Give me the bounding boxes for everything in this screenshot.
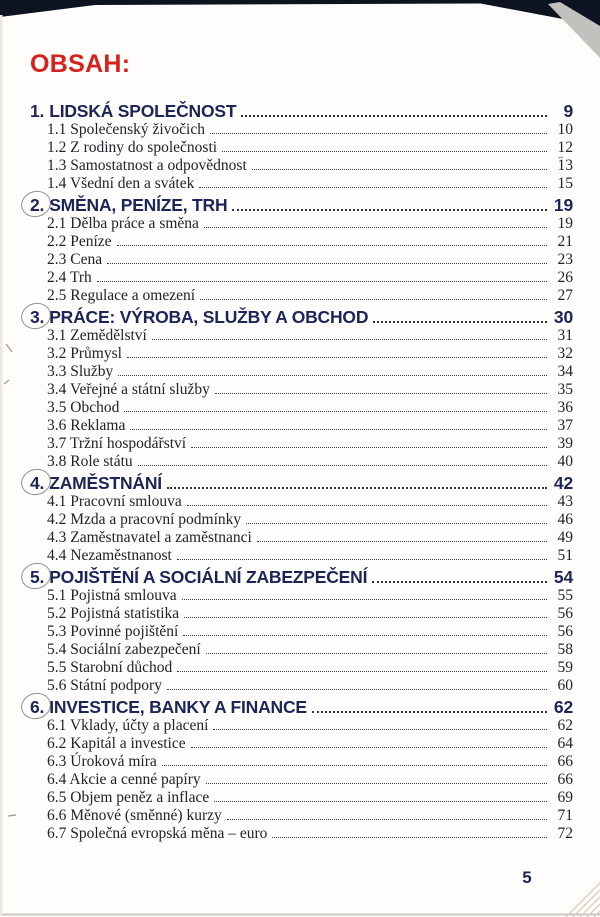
dot-leader: [127, 357, 547, 358]
item-page-ref: 66: [557, 771, 573, 788]
toc-item-row: [30, 807, 573, 825]
item-page-ref: 60: [557, 677, 573, 694]
toc-item-label: 3.8 Role státu: [47, 453, 133, 470]
dot-leader: [241, 115, 547, 117]
item-page-ref: 39: [557, 435, 573, 452]
toc-item-row: [30, 287, 573, 305]
item-page-ref: 46: [557, 511, 573, 528]
item-page-ref: 19: [557, 215, 573, 232]
dot-leader: [167, 689, 547, 690]
dot-leader: [213, 729, 547, 730]
dot-leader: [272, 837, 547, 838]
item-page-ref: 43: [557, 493, 573, 510]
dot-leader: [214, 801, 547, 802]
dot-leader: [184, 617, 547, 618]
toc-item-row: [30, 435, 573, 453]
dot-leader: [252, 169, 547, 170]
dot-leader: [167, 487, 547, 489]
toc-item-row: [30, 605, 573, 623]
dot-leader: [183, 635, 547, 636]
toc-item-label: 6.1 Vklady, účty a placení: [47, 717, 209, 734]
toc-item-label: 5.5 Starobní důchod: [47, 659, 173, 676]
chapter-page-ref: 19: [553, 195, 573, 215]
dot-leader: [162, 765, 547, 766]
toc-item-label: 5.3 Povinné pojištění: [47, 623, 179, 640]
toc-item-label: 3.1 Zemědělství: [47, 327, 147, 344]
chapter-number: 6.: [30, 697, 45, 717]
toc-item-row: [30, 547, 573, 565]
dot-leader: [107, 263, 547, 264]
chapter-number: 3.: [30, 307, 45, 327]
item-page-ref: 13: [557, 157, 573, 174]
item-page-ref: 34: [557, 363, 573, 380]
chapter-number-wrap: [30, 473, 49, 493]
toc-item-label: 1.3 Samostatnost a odpovědnost: [47, 157, 247, 174]
toc-item-row: [30, 233, 573, 251]
item-page-ref: 35: [557, 381, 573, 398]
chapter-number-wrap: [30, 567, 49, 587]
dot-leader: [210, 133, 547, 134]
item-page-ref: 26: [557, 269, 573, 286]
dot-leader: [117, 245, 547, 246]
toc-item-label: 1.2 Z rodiny do společnosti: [47, 139, 218, 156]
dot-leader: [200, 299, 547, 300]
toc-item-row: [30, 641, 573, 659]
page-number: 5: [522, 868, 532, 887]
chapter-title: SMĚNA, PENÍZE, TRH: [49, 195, 228, 215]
toc-item-label: 3.2 Průmysl: [47, 345, 122, 362]
chapter-row: [30, 473, 573, 493]
toc-item-label: 5.4 Sociální zabezpečení: [47, 641, 201, 658]
toc-item-label: 6.2 Kapitál a investice: [47, 735, 186, 752]
dot-leader: [97, 281, 547, 282]
dot-leader: [373, 321, 547, 323]
item-page-ref: 32: [557, 345, 573, 362]
toc-item-row: [30, 587, 573, 605]
item-page-ref: 36: [557, 399, 573, 416]
dot-leader: [138, 465, 547, 466]
item-page-ref: 10: [557, 121, 573, 138]
toc-item-row: [30, 825, 573, 843]
toc-item-row: [30, 269, 573, 287]
toc-item-row: [30, 677, 573, 695]
item-page-ref: 27: [557, 287, 573, 304]
dot-leader: [177, 671, 547, 672]
chapter-number-wrap: [30, 697, 49, 717]
chapter-row: [30, 195, 573, 215]
item-page-ref: 31: [557, 327, 573, 344]
dot-leader: [206, 653, 547, 654]
page-title: OBSAH:: [30, 50, 131, 78]
toc-item-row: [30, 215, 573, 233]
chapter-title: PRÁCE: VÝROBA, SLUŽBY A OBCHOD: [49, 307, 369, 327]
dot-leader: [187, 505, 547, 506]
dot-leader: [152, 339, 547, 340]
chapter-page-ref: 54: [553, 567, 573, 587]
chapter-row: [30, 307, 573, 327]
toc-item-row: [30, 753, 573, 771]
item-page-ref: 49: [557, 529, 573, 546]
chapter-number-wrap: [30, 101, 49, 121]
dot-leader: [215, 393, 547, 394]
chapter-row: [30, 567, 573, 587]
toc-item-label: 3.7 Tržní hospodářství: [47, 435, 187, 452]
dot-leader: [182, 599, 547, 600]
toc-item-row: [30, 175, 573, 193]
item-page-ref: 59: [557, 659, 573, 676]
item-page-ref: 69: [557, 789, 573, 806]
item-page-ref: 40: [557, 453, 573, 470]
toc-item-row: [30, 327, 573, 345]
toc-item-label: 3.5 Obchod: [47, 399, 120, 416]
dot-leader: [372, 581, 547, 583]
toc-item-label: 5.1 Pojistná smlouva: [47, 587, 177, 604]
toc-item-row: [30, 511, 573, 529]
item-page-ref: 64: [557, 735, 573, 752]
chapter-number-wrap: [30, 195, 49, 215]
chapter-title: POJIŠTĚNÍ A SOCIÁLNÍ ZABEZPEČENÍ: [49, 567, 368, 587]
dot-leader: [257, 541, 547, 542]
dot-leader: [199, 187, 547, 188]
item-page-ref: 51: [557, 547, 573, 564]
item-page-ref: 15: [557, 175, 573, 192]
chapter-title: INVESTICE, BANKY A FINANCE: [49, 697, 307, 717]
toc-item-row: [30, 659, 573, 677]
item-page-ref: 12: [557, 139, 573, 156]
toc-item-label: 1.4 Všední den a svátek: [47, 175, 195, 192]
toc-item-label: 6.7 Společná evropská měna – euro: [47, 825, 268, 842]
toc-item-label: 5.6 Státní podpory: [47, 677, 162, 694]
chapter-number: 1.: [30, 101, 45, 121]
item-page-ref: 71: [557, 807, 573, 824]
toc-item-label: 4.1 Pracovní smlouva: [47, 493, 182, 510]
toc-item-row: [30, 381, 573, 399]
item-page-ref: 21: [557, 233, 573, 250]
toc-item-row: [30, 735, 573, 753]
item-page-ref: 37: [557, 417, 573, 434]
toc-item-row: [30, 623, 573, 641]
chapter-page-ref: 62: [553, 697, 573, 717]
toc-item-row: [30, 771, 573, 789]
toc-item-row: [30, 363, 573, 381]
chapter-page-ref: 42: [553, 473, 573, 493]
toc-item-row: [30, 345, 573, 363]
item-page-ref: 72: [557, 825, 573, 842]
toc-item-label: 6.4 Akcie a cenné papíry: [47, 771, 201, 788]
toc-item-label: 2.4 Trh: [47, 269, 92, 286]
toc-item-label: 4.4 Nezaměstnanost: [47, 547, 172, 564]
toc-item-row: [30, 121, 573, 139]
item-page-ref: 55: [557, 587, 573, 604]
dot-leader: [232, 209, 547, 211]
toc-item-row: [30, 453, 573, 471]
toc-item-label: 6.3 Úroková míra: [47, 753, 157, 770]
toc-item-label: 2.2 Peníze: [47, 233, 112, 250]
toc-item-label: 2.5 Regulace a omezení: [47, 287, 196, 304]
dot-leader: [177, 559, 547, 560]
chapter-number: 4.: [30, 473, 45, 493]
toc-item-row: [30, 139, 573, 157]
dot-leader: [191, 747, 547, 748]
dot-leader: [204, 227, 547, 228]
toc-item-row: [30, 493, 573, 511]
toc-item-label: 4.2 Mzda a pracovní podmínky: [47, 511, 242, 528]
toc-item-row: [30, 157, 573, 175]
toc-item-label: 1.1 Společenský živočich: [47, 121, 205, 138]
chapter-page-ref: 30: [553, 307, 573, 327]
chapter-title: ZAMĚSTNÁNÍ: [49, 473, 162, 493]
chapter-page-ref: 9: [563, 101, 573, 121]
dot-leader: [130, 429, 547, 430]
table-of-contents: [30, 99, 573, 843]
toc-item-label: 2.3 Cena: [47, 251, 103, 268]
toc-item-row: [30, 789, 573, 807]
toc-item-label: 3.3 Služby: [47, 363, 114, 380]
chapter-number-wrap: [30, 307, 49, 327]
item-page-ref: 56: [557, 623, 573, 640]
dot-leader: [118, 375, 547, 376]
toc-item-row: [30, 717, 573, 735]
toc-item-label: 4.3 Zaměstnavatel a zaměstnanci: [47, 529, 252, 546]
item-page-ref: 23: [557, 251, 573, 268]
item-page-ref: 56: [557, 605, 573, 622]
chapter-number: 5.: [30, 567, 45, 587]
chapter-row: [30, 697, 573, 717]
item-page-ref: 58: [557, 641, 573, 658]
dot-leader: [191, 447, 547, 448]
dot-leader: [227, 819, 547, 820]
toc-item-label: 6.6 Měnové (směnné) kurzy: [47, 807, 222, 824]
dot-leader: [246, 523, 547, 524]
dot-leader: [124, 411, 547, 412]
toc-item-label: 5.2 Pojistná statistika: [47, 605, 180, 622]
toc-item-row: [30, 399, 573, 417]
dot-leader: [206, 783, 547, 784]
chapter-title: LIDSKÁ SPOLEČNOST: [49, 101, 237, 121]
item-page-ref: 66: [557, 753, 573, 770]
toc-item-row: [30, 251, 573, 269]
toc-item-label: 6.5 Objem peněz a inflace: [47, 789, 210, 806]
item-page-ref: 62: [557, 717, 573, 734]
toc-item-row: [30, 529, 573, 547]
chapter-row: [30, 101, 573, 121]
dot-leader: [222, 151, 547, 152]
dot-leader: [312, 711, 547, 713]
chapter-number: 2.: [30, 195, 45, 215]
toc-item-row: [30, 417, 573, 435]
toc-item-label: 2.1 Dělba práce a směna: [47, 215, 199, 232]
toc-item-label: 3.6 Reklama: [47, 417, 126, 434]
toc-item-label: 3.4 Veřejné a státní služby: [47, 381, 210, 398]
